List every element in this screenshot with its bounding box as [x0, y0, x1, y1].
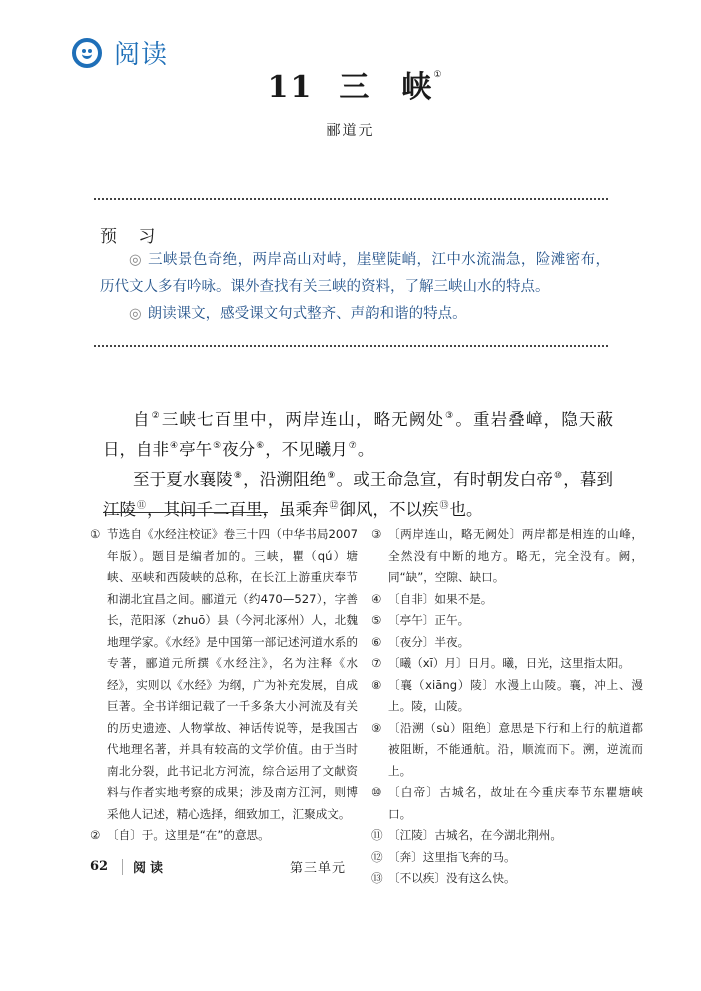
footnote: [371, 847, 643, 869]
footnote-text: 〔两岸连山，略无阙处〕两岸都是相连的山峰，全然没有中断的地方。略无，完全没有。阙，同“缺”，空隙、缺口。: [388, 527, 643, 584]
footnote: [371, 653, 643, 675]
text-run: 。重岩叠嶂，隐天蔽日，自非: [103, 410, 614, 459]
lesson-title: [0, 62, 701, 106]
text-run: 至于夏水襄陵: [133, 470, 233, 489]
text-run: 也。: [449, 500, 483, 519]
dotted-divider-bottom: [94, 345, 608, 347]
footnote-text: 节选自《水经注校证》卷三十四（中华书局2007年版）。题目是编者加的。三峡，瞿（qú）塘峡、巫峡和西陵峡的总称，在长江上游重庆奉节和湖北宜昌之间。郦道元（约470—527），字善长，范阳涿（zhuō）县（今河北涿州）人，北魏地理学家。《水经》是中国第一部记述河道水系的专著，郦道元所撰《水经注》，名为注释《水经》，实则以《水经》为纲，广为补充发展，自成巨著。全书详细记载了一千多条大小河流及有关的历史遗迹、人物掌故、神话传说等，是我国古代地理名著，并具有较高的文学价值。由于当时南北分裂，此书记北方河流，综合运用了文献资料与作者实地考察的成果；涉及南方江河，则博采他人记述，精心选择，细致加工，汇聚成文。: [107, 527, 358, 821]
title-char-1: 三: [339, 70, 372, 105]
text-run: ，不见曦月: [265, 440, 348, 459]
footnote-text: 〔自〕于。这里是“在”的意思。: [107, 828, 270, 842]
footnote-marker: ⑩: [554, 471, 563, 481]
footnote-number: ⑥: [371, 634, 382, 649]
paragraph-2: [103, 463, 613, 523]
footnote: [371, 782, 643, 825]
text-run: 。或王命急宣，有时朝发白帝: [336, 470, 553, 489]
footnote: [371, 868, 643, 890]
text-run: 亭午: [179, 440, 213, 459]
footnote-marker: ⑦: [348, 441, 357, 451]
title-char-2: 峡: [401, 70, 434, 105]
footnote-text: 〔自非〕如果不是。: [388, 591, 493, 606]
footnotes-left-column: [90, 524, 358, 847]
footnote-number: ⑧: [371, 677, 382, 692]
text-run: 。: [357, 440, 375, 459]
preview-item: ◎ 三峡景色奇绝，两岸高山对峙，崖壁陡峭，江中水流湍急，险滩密布，历代文人多有吟咏。课外查找有关三峡的资料，了解三峡山水的特点。: [100, 252, 611, 295]
page-number: 62: [90, 859, 109, 874]
footnote-text: 〔奔〕这里指飞奔的马。: [388, 849, 516, 864]
footnote-marker: ⑪: [137, 501, 147, 511]
main-text: [103, 403, 613, 523]
footnote-number: ⑪: [371, 828, 383, 842]
text-run: ，其间千二百里，虽乘奔: [147, 500, 329, 519]
footnote-text: 〔襄（xiāng）陵〕水漫上山陵。襄，冲上、漫上。陵，山陵。: [388, 677, 643, 713]
dotted-divider-top: [94, 198, 608, 200]
title-footnote-marker: ①: [433, 70, 444, 80]
footnote-marker: ⑫: [329, 501, 339, 511]
footnote-text: 〔不以疾〕没有这么快。: [388, 871, 516, 885]
footer-separator: [122, 859, 123, 875]
footnote-text: 〔沿溯（sù）阻绝〕意思是下行和上行的航道都被阻断，不能通航。沿，顺流而下。溯，逆流而上。: [388, 720, 643, 778]
footnote-number: ④: [371, 591, 382, 606]
footnote: [371, 675, 643, 718]
footnote-marker: ③: [445, 411, 455, 421]
page-footer: [90, 857, 347, 876]
footnote-number: ⑫: [371, 849, 383, 864]
footnote-marker: ②: [151, 411, 161, 421]
author: 郦道元: [326, 123, 375, 139]
footnote-marker: ⑬: [439, 501, 449, 511]
bullet-icon: ◎: [129, 306, 142, 322]
footnote-marker: ⑨: [327, 471, 336, 481]
footer-section: 阅读: [133, 861, 168, 876]
footnote: [371, 589, 643, 611]
footnote: [90, 825, 358, 847]
footer-unit: 第三单元: [290, 861, 347, 876]
footnote-marker: ⑥: [256, 441, 265, 451]
footnote-text: 〔白帝〕古城名，故址在今重庆奉节东瞿塘峡口。: [388, 785, 643, 821]
footnote-marker: ⑤: [213, 441, 222, 451]
footnote-text: 〔夜分〕半夜。: [388, 634, 470, 649]
footnote-number: ⑨: [371, 720, 382, 735]
footnote-text: 〔曦（xī）月〕日月。曦，日光，这里指太阳。: [388, 656, 630, 670]
footnote-text: 〔亭午〕正午。: [388, 613, 470, 627]
text-run: 自: [133, 410, 151, 429]
footnote-number: ①: [90, 527, 101, 541]
lesson-number: 11: [267, 70, 314, 105]
footnote-marker: ④: [170, 441, 179, 451]
preview-item: ◎ 朗读课文，感受课文句式整齐、声韵和谐的特点。: [129, 306, 467, 322]
text-run: 御风，不以疾: [339, 500, 439, 519]
footnote-rule: [103, 512, 268, 513]
preview-heading: 预 习: [100, 227, 164, 247]
text-run: 夜分: [222, 440, 256, 459]
text-run: ，沿溯阻绝: [243, 470, 327, 489]
footnote-text: 〔江陵〕古城名，在今湖北荆州。: [388, 828, 562, 842]
footnotes-right-column: [371, 524, 643, 890]
footnote: [371, 632, 643, 654]
footnote: [371, 718, 643, 783]
footnote-number: ⑦: [371, 656, 382, 670]
footnote: [90, 524, 358, 825]
footnote-number: ③: [371, 527, 382, 541]
footnote-number: ⑬: [371, 871, 383, 885]
footnote-marker: ⑧: [233, 471, 243, 481]
section-label: 阅读: [114, 40, 169, 70]
footnote-number: ⑩: [371, 785, 382, 799]
text-run: ，暮到江陵: [103, 470, 614, 519]
footnote: [371, 825, 643, 847]
footnote: [371, 610, 643, 632]
preview-section: [100, 247, 610, 328]
footnote-number: ⑤: [371, 613, 382, 627]
paragraph-1: [103, 403, 613, 463]
footnote: [371, 524, 643, 589]
text-run: 三峡七百里中，两岸连山，略无阙处: [161, 410, 445, 429]
footnote-number: ②: [90, 828, 101, 842]
bullet-icon: ◎: [129, 252, 143, 268]
